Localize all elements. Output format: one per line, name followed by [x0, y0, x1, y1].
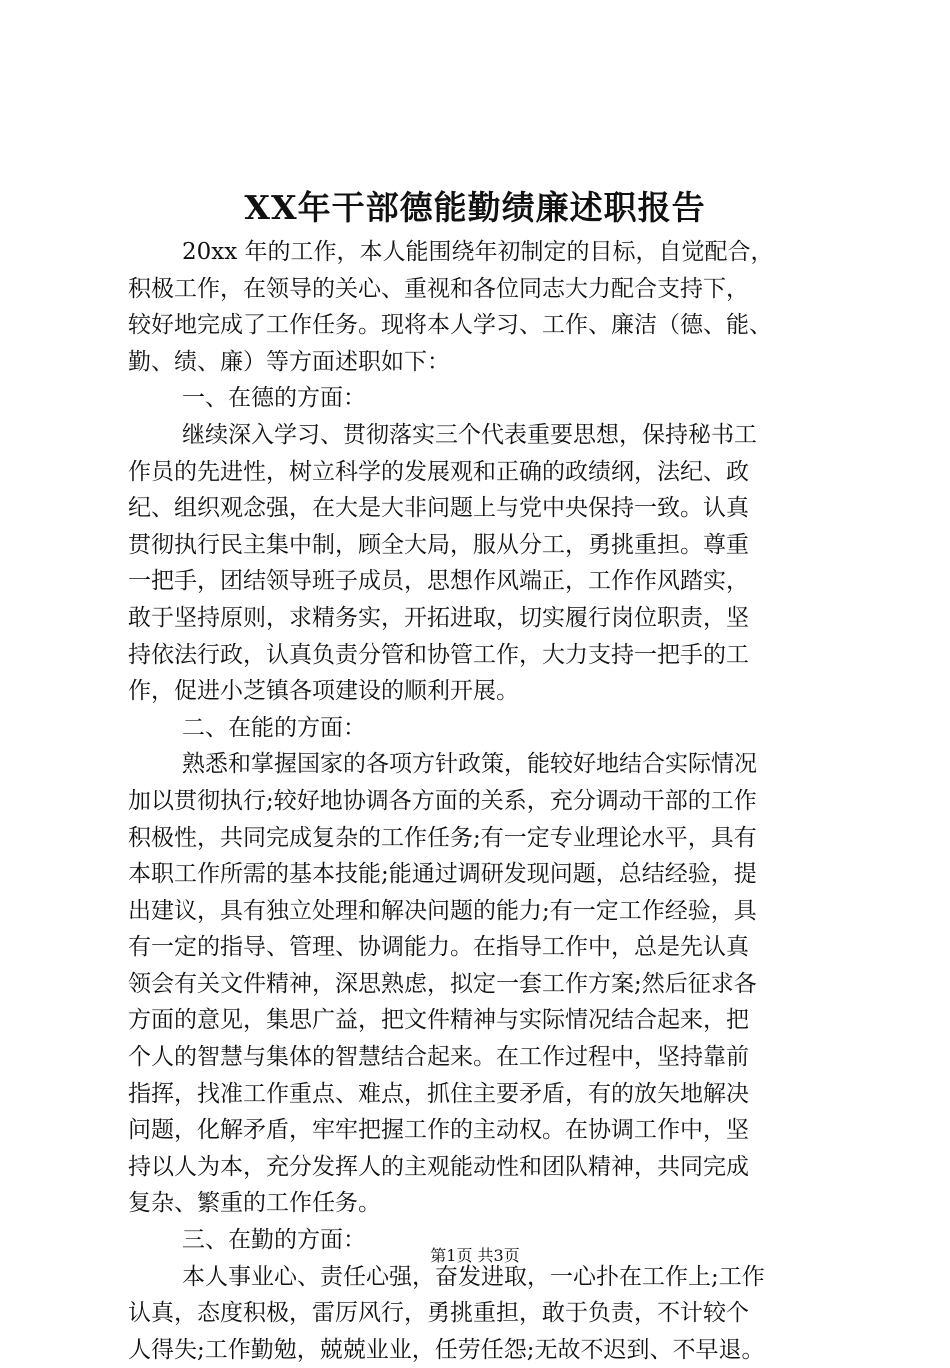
section-heading: 二、在能的方面：: [182, 714, 366, 741]
section-heading: 三、在勤的方面：: [182, 1227, 366, 1254]
paragraph-line: 出建议，具有独立处理和解决问题的能力;有一定工作经验，具: [128, 897, 757, 924]
paragraph-line: 指挥，找准工作重点、难点，抓住主要矛盾，有的放矢地解决: [128, 1080, 749, 1107]
paragraph-line: 领会有关文件精神，深思熟虑，拟定一套工作方案;然后征求各: [128, 970, 757, 997]
paragraph-line: 持依法行政，认真负责分管和协管工作，大力支持一把手的工: [128, 641, 749, 668]
paragraph-line: 方面的意见，集思广益，把文件精神与实际情况结合起来，把: [128, 1007, 749, 1034]
paragraph-line: 一把手，团结领导班子成员，思想作风端正，工作作风踏实，: [128, 568, 749, 595]
paragraph-line: 较好地完成了工作任务。现将本人学习、工作、廉洁（德、能、: [128, 312, 772, 339]
section-heading: 一、在德的方面：: [182, 385, 366, 412]
paragraph-line: 本人事业心、责任心强，奋发进取，一心扑在工作上;工作: [182, 1263, 765, 1290]
paragraph-line: 人得失;工作勤勉，兢兢业业，任劳任怨;无故不迟到、不早退。: [128, 1336, 765, 1363]
paragraph-line: 20xx 年的工作，本人能围绕年初制定的目标，自觉配合，: [182, 239, 774, 265]
paragraph-line: 熟悉和掌握国家的各项方针政策，能较好地结合实际情况: [182, 751, 757, 778]
paragraph-line: 勤、绩、廉）等方面述职如下：: [128, 348, 450, 375]
paragraph-line: 有一定的指导、管理、协调能力。在指导工作中，总是先认真: [128, 934, 749, 961]
paragraph-line: 复杂、繁重的工作任务。: [128, 1190, 381, 1217]
document-body: [128, 234, 858, 1368]
paragraph-line: 贯彻执行民主集中制，顾全大局，服从分工，勇挑重担。尊重: [128, 531, 749, 558]
paragraph-line: 持以人为本，充分发挥人的主观能动性和团队精神，共同完成: [128, 1153, 749, 1180]
paragraph-line: 敢于坚持原则，求精务实，开拓进取，切实履行岗位职责，坚: [128, 604, 749, 631]
paragraph-line: 认真，态度积极，雷厉风行，勇挑重担，敢于负责，不计较个: [128, 1300, 749, 1327]
paragraph-line: 本职工作所需的基本技能;能通过调研发现问题，总结经验，提: [128, 861, 757, 888]
document-title: XX年干部德能勤绩廉述职报告: [244, 188, 706, 227]
paragraph-line: 纪、组织观念强，在大是大非问题上与党中央保持一致。认真: [128, 495, 749, 522]
paragraph-line: 作，促进小芝镇各项建设的顺利开展。: [128, 678, 519, 705]
paragraph-line: 积极性，共同完成复杂的工作任务;有一定专业理论水平，具有: [128, 824, 757, 851]
page-footer: 第1页 共3页: [430, 1246, 520, 1265]
paragraph-line: 个人的智慧与集体的智慧结合起来。在工作过程中，坚持靠前: [128, 1044, 749, 1071]
paragraph-line: 继续深入学习、贯彻落实三个代表重要思想，保持秘书工: [182, 421, 757, 448]
paragraph-line: 问题，化解矛盾，牢牢把握工作的主动权。在协调工作中，坚: [128, 1117, 749, 1144]
paragraph-line: 作员的先进性，树立科学的发展观和正确的政绩纲，法纪、政: [128, 458, 749, 485]
paragraph-line: 加以贯彻执行;较好地协调各方面的关系，充分调动干部的工作: [128, 787, 757, 814]
paragraph-line: 积极工作，在领导的关心、重视和各位同志大力配合支持下，: [128, 275, 749, 302]
